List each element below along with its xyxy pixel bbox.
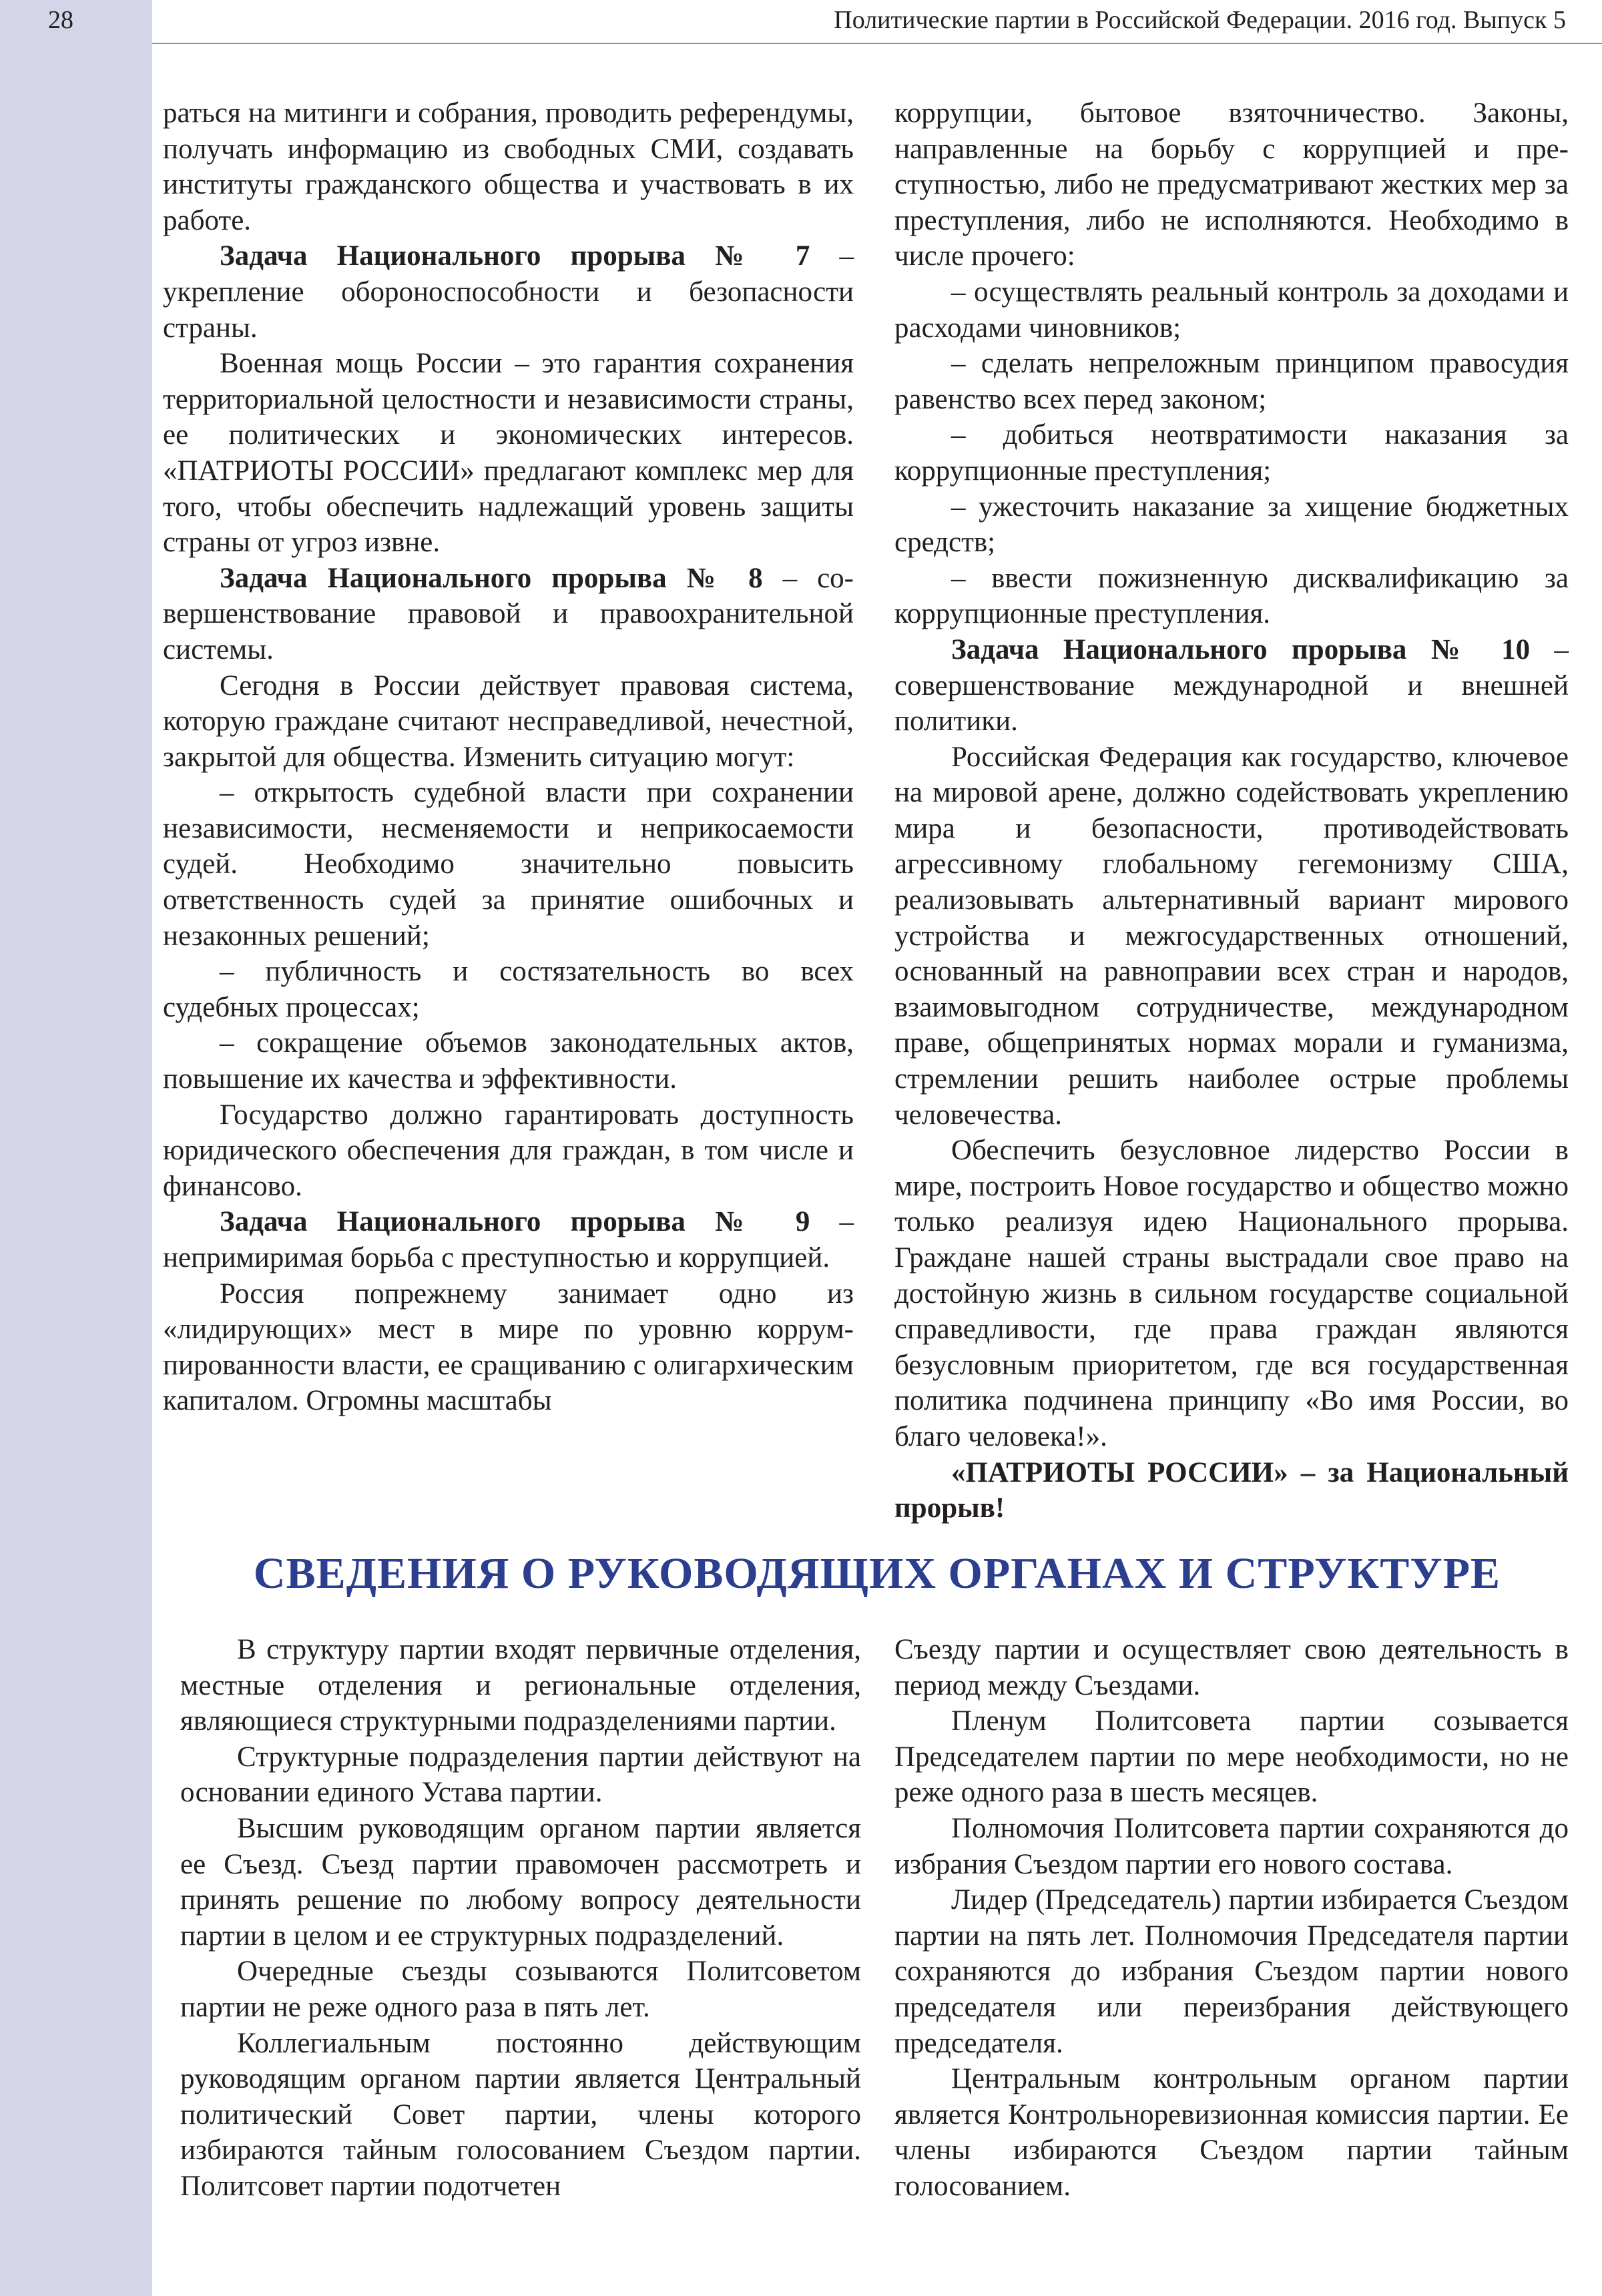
- body-paragraph: Военная мощь России – это гарантия сохранения территориальной целостности и независимости страны, ее политических и экономических интересов. «ПАТРИОТЫ РОССИИ» предлагают комплекс мер для того, чтобы обеспечить надлежащий уровень защиты страны от угроз извне.: [163, 348, 854, 559]
- body-paragraph: – ужесточить наказание за хищение бюджетных средств;: [894, 491, 1569, 559]
- top-right-column: [894, 95, 1569, 1526]
- side-color-band: [0, 0, 152, 2296]
- body-paragraph: Российская Федерация как государство, ключевое на мировой арене, должно содействовать укреплению мира и безопасности, противодействовать агрессивному глобальному гегемонизму США, реализовывать альтернативный вариант мирового устройства и межгосударственных отношений, основанный на равноправии всех стран и народов, взаимовыгодном сотрудничестве, международном праве, общепринятых нормах морали и гуманизма, стремлении решить наиболее острые проблемы человечества.: [894, 741, 1569, 1131]
- bottom-right-column: [894, 1632, 1569, 2205]
- body-paragraph: – публичность и состязательность во всех судебных процессах;: [163, 956, 854, 1023]
- bottom-left-column: [180, 1632, 861, 2205]
- body-paragraph: Сегодня в России действует правовая система, которую граждане считают несправедливой, нечестной, закрытой для общества. Изменить ситуацию могут:: [163, 669, 854, 773]
- body-paragraph: Пленум Политсовета партии созывается Председателем партии по мере необходимости, но не реже одного раза в шесть месяцев.: [894, 1705, 1569, 1809]
- body-paragraph: Коллегиальным постоянно действующим руководящим органом партии является Центральный политический Совет партии, члены которого избираются тайным голосованием Съездом партии. Политсовет партии подотчетен: [180, 2027, 861, 2202]
- header-divider: [152, 43, 1602, 44]
- running-header-title: Политические партии в Российской Федерации. 2016 год. Выпуск 5: [834, 6, 1566, 34]
- top-left-column: [163, 95, 854, 1419]
- body-paragraph: – открытость судебной власти при сохранении независимости, несменяемости и неприкосаемости судей. Необходимо значительно повысить ответственность судей за принятие ошибочных и незаконных решений;: [163, 777, 854, 952]
- body-paragraph: Лидер (Председатель) партии избирается Съездом партии на пять лет. Полномочия Председателя партии сохраняются до избрания Съездом партии нового председателя или переизбрания действующего председателя.: [894, 1884, 1569, 2059]
- closing-slogan: «ПАТРИОТЫ РОССИИ» – за Национальный прорыв!: [894, 1456, 1569, 1524]
- page-number: 28: [48, 6, 73, 34]
- task-description: – совершенствование международной и внешней политики.: [894, 633, 1569, 738]
- section-title: СВЕДЕНИЯ О РУКОВОДЯЩИХ ОРГАНАХ И СТРУКТУРЕ: [253, 1549, 1501, 1598]
- body-paragraph: – ввести пожизненную дисквалификацию за коррупционные преступления.: [894, 562, 1569, 630]
- continued-paragraph: коррупции, бытовое взяточничество. Законы, направленные на борьбу с коррупцией и преступностью, либо не предусматривают жестких мер за преступления, либо не исполняются. Необходимо в числе прочего:: [894, 97, 1569, 272]
- body-paragraph: Центральным контрольным органом партии является Контрольноревизионная комиссия партии. Ее члены избираются Съездом партии тайным голосованием.: [894, 2063, 1569, 2202]
- body-paragraph: – сокращение объемов законодательных актов, повышение их качества и эффективности.: [163, 1027, 854, 1095]
- body-paragraph: Россия попрежнему занимает одно из «лидирующих» мест в мире по уровню коррумпированности власти, ее сращиванию с олигархическим капиталом. Огромны масштабы: [163, 1277, 854, 1417]
- body-paragraph: Государство должно гарантировать доступность юридического обеспечения для граждан, в том числе и финансово.: [163, 1099, 854, 1202]
- task-paragraph: [163, 561, 854, 668]
- task-paragraph: [163, 1204, 854, 1275]
- body-paragraph: Обеспечить безусловное лидерство России в мире, построить Новое государство и общество можно только реализуя идею Национального прорыва. Граждане нашей страны выстрадали свое право на достойную жизнь в сильном государстве социальной справедливости, где права граждан являются безусловным приоритетом, где вся государственная политика подчинена принципу «Во имя России, во благо человека!».: [894, 1135, 1569, 1452]
- body-paragraph: – сделать непреложным принципом правосудия равенство всех перед законом;: [894, 348, 1569, 415]
- task-heading: Задача Национального прорыва № 7: [220, 240, 810, 272]
- body-paragraph: Высшим руководящим органом партии является ее Съезд. Съезд партии правомочен рассмотреть и принять решение по любому вопросу деятельности партии в целом и ее структурных подразделений.: [180, 1812, 861, 1952]
- body-paragraph: Очередные съезды созываются Политсоветом партии не реже одного раза в пять лет.: [180, 1956, 861, 2023]
- body-paragraph: Структурные подразделения партии действуют на основании единого Устава партии.: [180, 1741, 861, 1809]
- task-heading: Задача Национального прорыва № 8: [220, 562, 763, 594]
- task-heading: Задача Национального прорыва № 9: [220, 1206, 810, 1238]
- body-paragraph: В структуру партии входят первичные отделения, местные отделения и региональные отделения, являющиеся структурными подразделениями партии.: [180, 1634, 861, 1737]
- body-paragraph: – осуществлять реальный контроль за доходами и расходами чиновников;: [894, 276, 1569, 344]
- task-paragraph: [163, 238, 854, 346]
- body-paragraph: – добиться неотвратимости наказания за коррупционные преступления;: [894, 419, 1569, 487]
- task-description: – совершенствование правовой и правоохранительной системы.: [163, 562, 854, 665]
- body-paragraph: Полномочия Политсовета партии сохраняются до избрания Съездом партии его нового состава.: [894, 1812, 1569, 1880]
- continued-paragraph: Съезду партии и осуществляет свою деятельность в период между Съездами.: [894, 1634, 1569, 1701]
- task-description: – укрепление обороноспособности и безопасности страны.: [163, 240, 854, 344]
- continued-paragraph: раться на митинги и собрания, проводить референдумы, получать информацию из свободных СМИ, создавать институты гражданского общества и участвовать в их работе.: [163, 97, 854, 236]
- task-description: – непримиримая борьба с преступностью и коррупцией.: [163, 1206, 854, 1273]
- task-paragraph: [894, 632, 1569, 740]
- task-heading: Задача Национального прорыва № 10: [951, 633, 1531, 665]
